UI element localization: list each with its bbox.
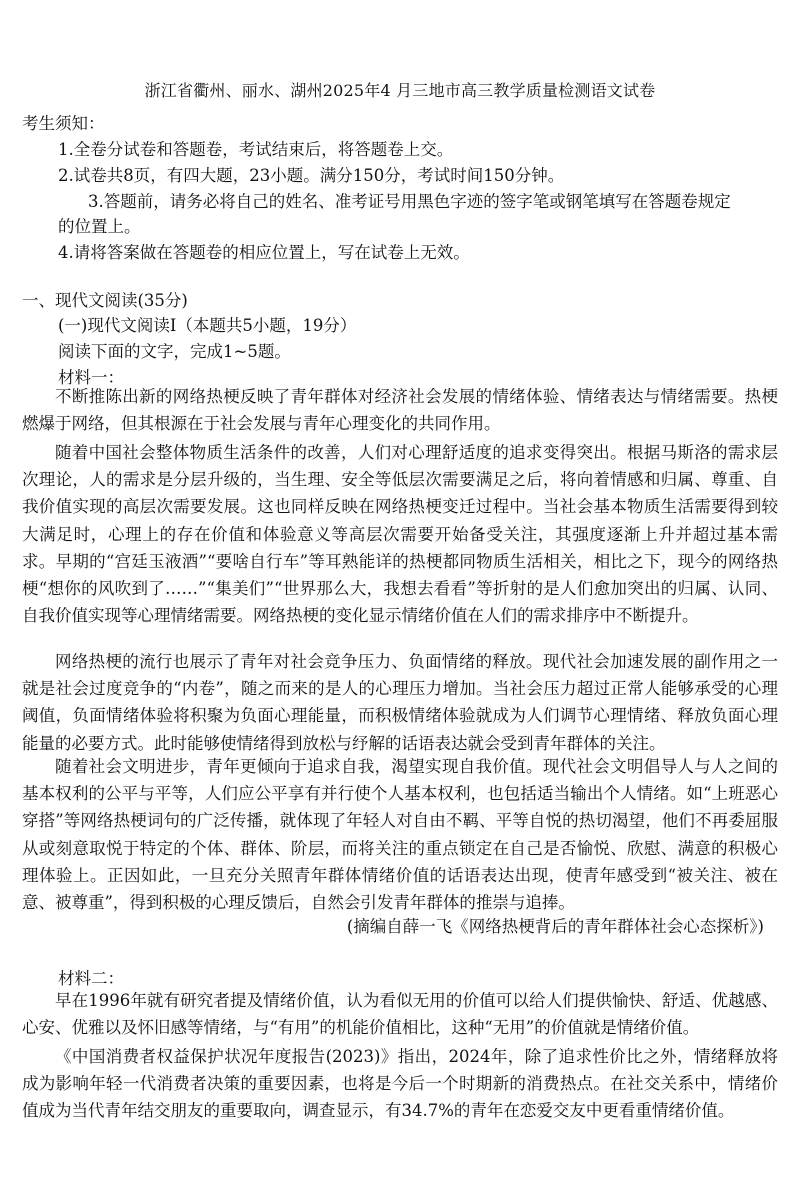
material-one-paragraph: 随着社会文明进步，青年更倾向于追求自我，渴望实现自我价值。现代社会文明倡导人与人之间的基本权利的公平与平等，人们应公平享有并行使个人基本权利，也包括适当输出个人情绪。如“上班恶心穿搭”等网络热梗词句的广泛传播，就体现了年轻人对自由不羁、平等自悦的热切渴望，他们不再委屈服从或刻意取悦于特定的个体、群体、阶层，而将关注的重点锁定在自己是否愉悦、欣慰、满意的积极心理体验上。正因如此，一旦充分关照青年群体情绪价值的话语表达出现，使青年感受到“被关注、被在意、被尊重”，得到积极的心理反馈后，自然会引发青年群体的推崇与追捧。 xyxy=(22,757,778,913)
notice-item: 4.请将答案做在答题卷的相应位置上，写在试卷上无效。 xyxy=(58,243,470,262)
reading-instruction: 阅读下面的文字，完成1~5题。 xyxy=(58,342,291,361)
notice-item: 的位置上。 xyxy=(58,217,141,236)
exam-title: 浙江省衢州、丽水、湖州2025年4 月三地市高三教学质量检测语文试卷 xyxy=(144,81,656,100)
notice-item: 2.试卷共8页，有四大题，23小题。满分150分，考试时间150分钟。 xyxy=(58,166,565,185)
material-one-citation: (摘编自薛一飞《网络热梗背后的青年群体社会心态探析》) xyxy=(346,917,764,936)
material-two-label: 材料二： xyxy=(58,969,124,988)
section-heading: 一、现代文阅读(35分) xyxy=(22,291,188,310)
material-one-paragraph: 不断推陈出新的网络热梗反映了青年群体对经济社会发展的情绪体验、情绪表达与情绪需要。热梗燃爆于网络，但其根源在于社会发展与青年心理变化的共同作用。 xyxy=(22,387,778,434)
material-two-paragraph: 《中国消费者权益保护状况年度报告(2023)》指出，2024年，除了追求性价比之外，情绪释放将成为影响年轻一代消费者决策的重要因素，也将是今后一个时期新的消费热点。在社交关系中，情绪价值成为当代青年结交朋友的重要取向，调查显示，有34.7%的青年在恋爱交友中更看重情绪价值。 xyxy=(22,1047,778,1121)
notice-item: 3.答题前，请务必将自己的姓名、准考证号用黑色字迹的签字笔或钢笔填写在答题卷规定 xyxy=(88,192,731,211)
material-one-label: 材料一： xyxy=(58,368,124,387)
subsection-heading: (一)现代文阅读Ⅰ（本题共5小题，19分） xyxy=(58,316,357,335)
notice-item: 1.全卷分试卷和答题卷，考试结束后，将答题卷上交。 xyxy=(58,140,454,159)
material-one-paragraph: 网络热梗的流行也展示了青年对社会竞争压力、负面情绪的释放。现代社会加速发展的副作用之一就是社会过度竞争的“内卷”，随之而来的是人的心理压力增加。当社会压力超过正常人能够承受的心理阈值，负面情绪体验将积聚为负面心理能量，而积极情绪体验就成为人们调节心理情绪、释放负面心理能量的必要方式。此时能够使情绪得到放松与纾解的话语表达就会受到青年群体的关注。 xyxy=(22,652,778,753)
notice-heading: 考生须知： xyxy=(22,114,105,133)
material-two-paragraph: 早在1996年就有研究者提及情绪价值，认为看似无用的价值可以给人们提供愉快、舒适、优越感、心安、优雅以及怀旧感等情绪，与“有用”的机能价值相比，这种“无用”的价值就是情绪价值。 xyxy=(22,991,778,1038)
material-one-paragraph: 随着中国社会整体物质生活条件的改善，人们对心理舒适度的追求变得突出。根据马斯洛的需求层次理论，人的需求是分层升级的，当生理、安全等低层次需要满足之后，将向着情感和归属、尊重、自我价值实现的高层次需要发展。这也同样反映在网络热梗变迁过程中。当社会基本物质生活需要得到较大满足时，心理上的存在价值和体验意义等高层次需要开始备受关注，其强度逐渐上升并超过基本需求。早期的“宫廷玉液酒”“要啥自行车”等耳熟能详的热梗都同物质生活相关，相比之下，现今的网络热梗“想你的风吹到了……”“集美们”“世界那么大，我想去看看”等折射的是人们愈加突出的归属、认同、自我价值实现等心理情绪需要。网络热梗的变化显示情绪价值在人们的需求排序中不断提升。 xyxy=(22,443,778,626)
